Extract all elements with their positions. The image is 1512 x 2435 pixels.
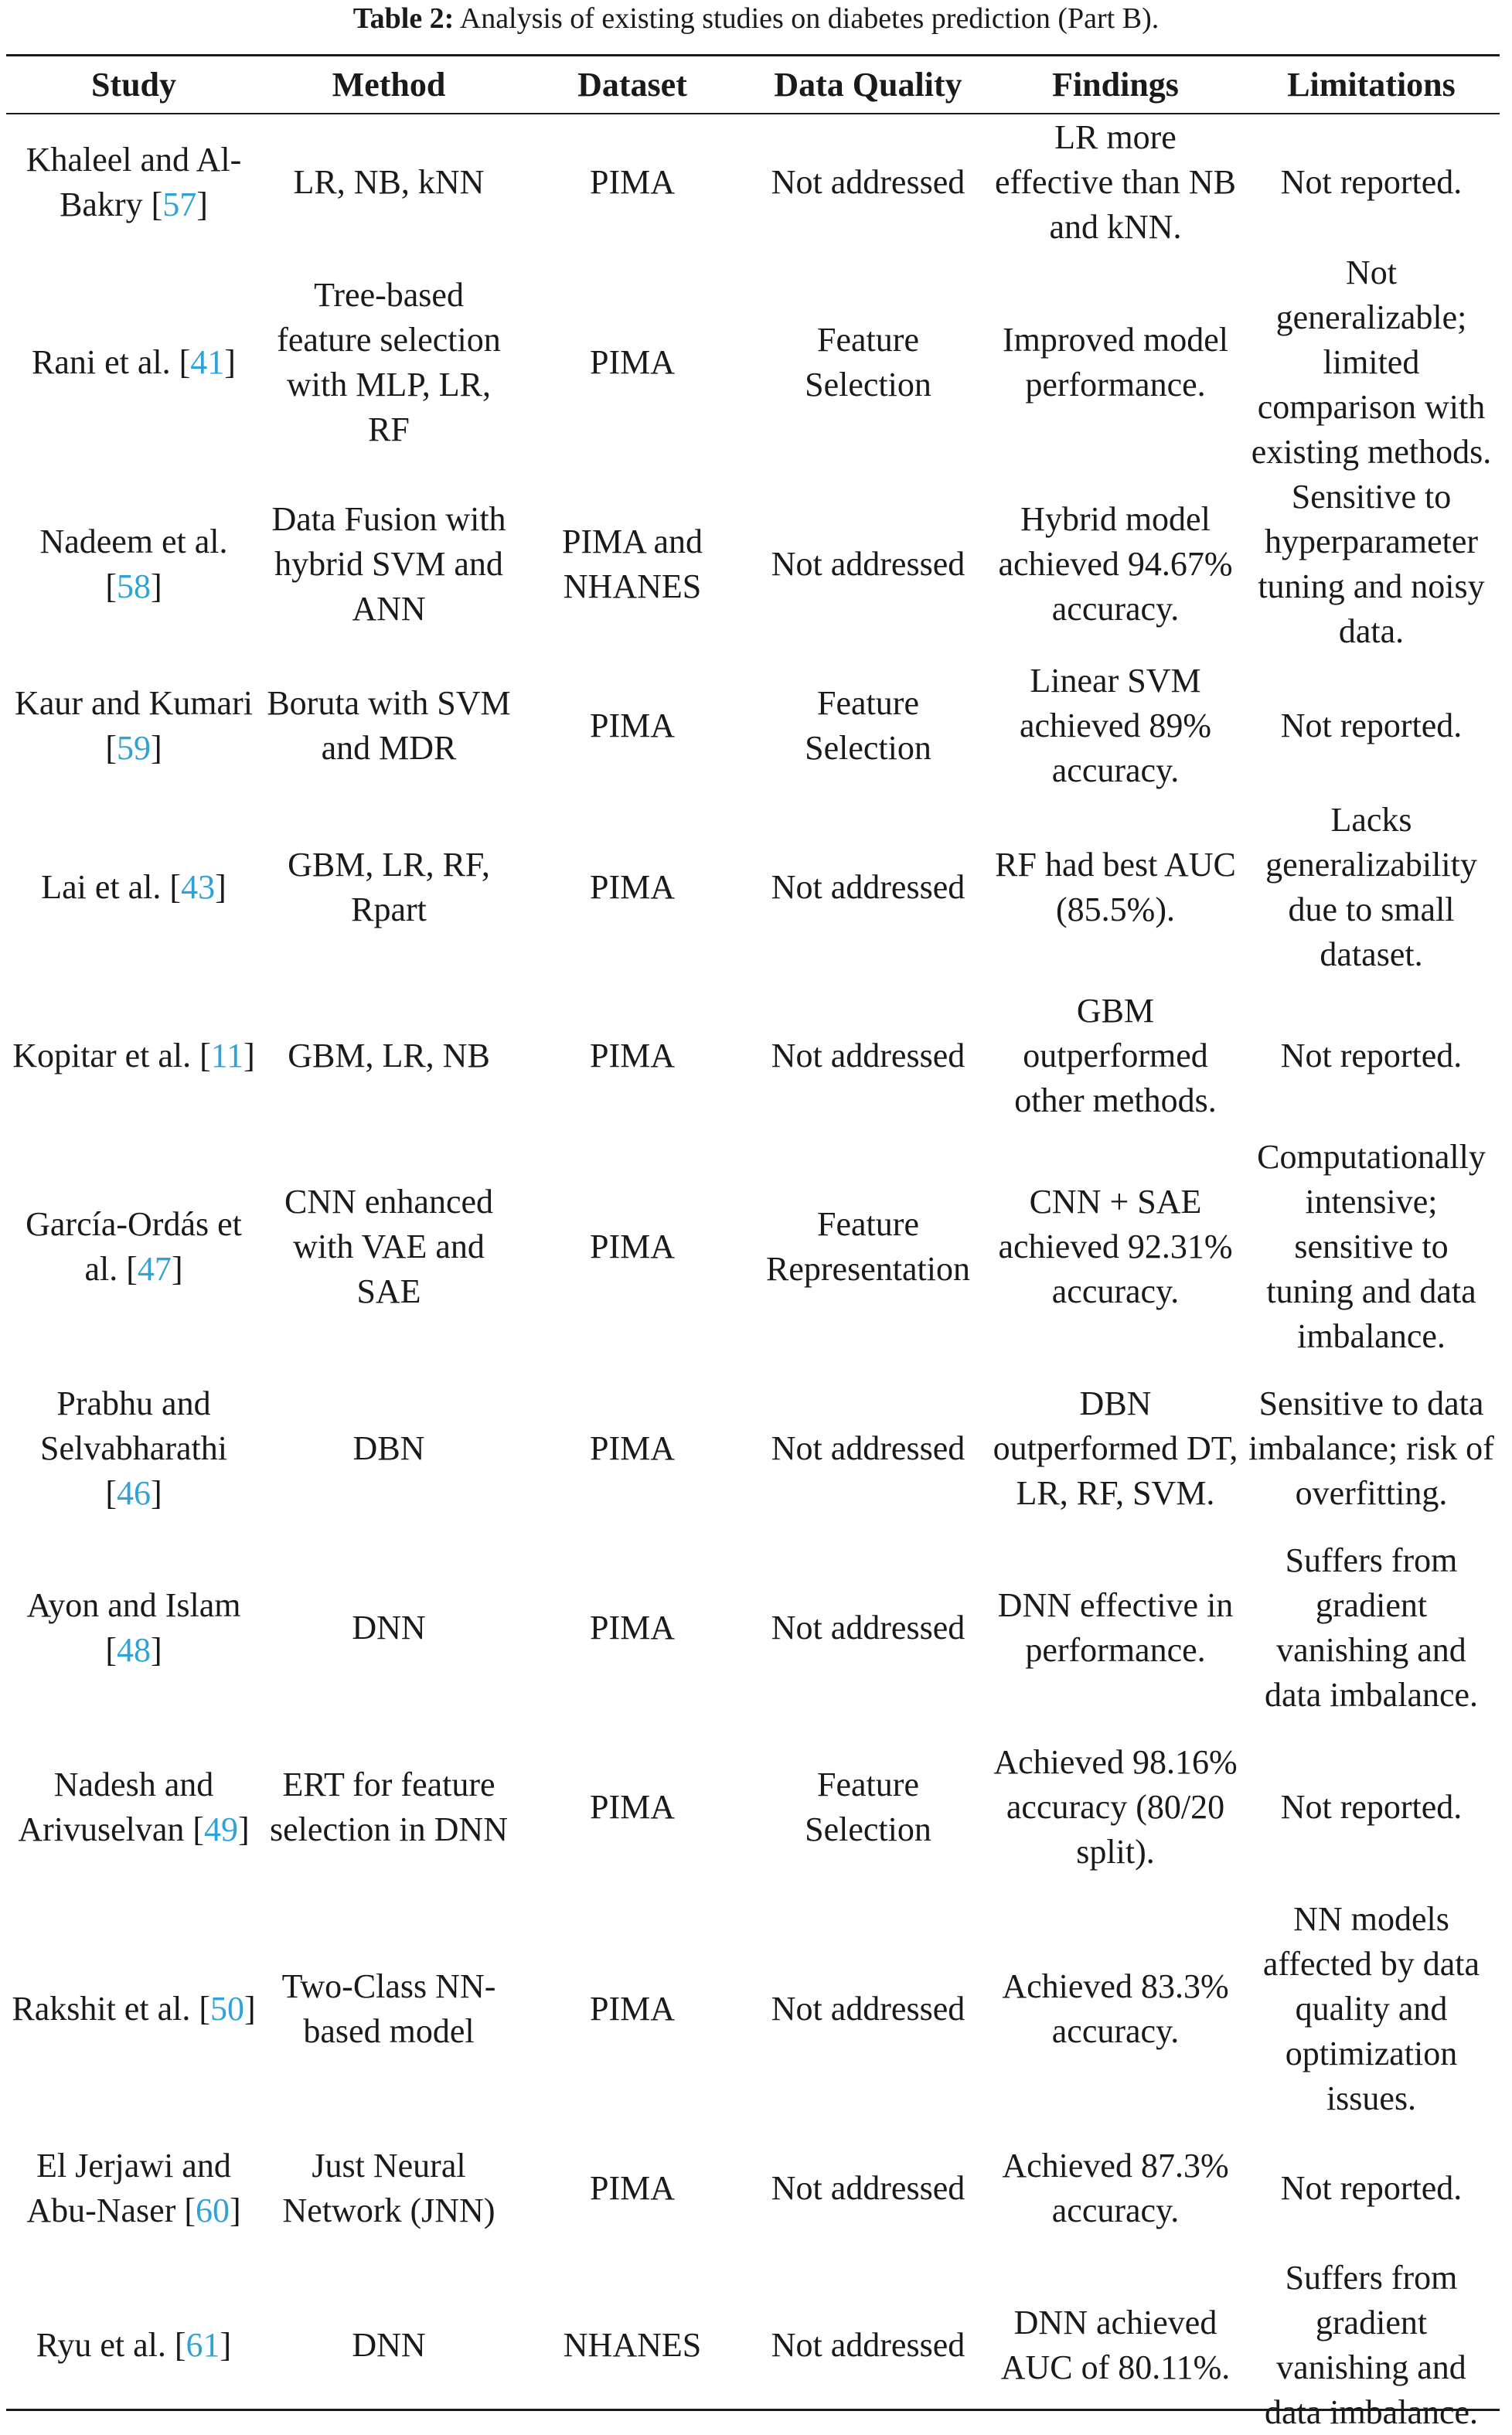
citation-bracket: ] bbox=[243, 1990, 256, 2028]
table-row bbox=[6, 1538, 1500, 1718]
study-name: Nadesh and Arivuselvan [ bbox=[18, 1766, 214, 1848]
citation-bracket: ] bbox=[243, 1037, 255, 1074]
cell-limitations: Lacks generalizability due to small dataset. bbox=[1265, 801, 1477, 973]
cell-method: LR, NB, kNN bbox=[293, 163, 485, 201]
citation-link[interactable]: 43 bbox=[181, 868, 216, 906]
cell-limitations: Not generalizable; limited comparison with existing methods. bbox=[1251, 254, 1492, 471]
cell-method: Two-Class NN-based model bbox=[281, 1967, 496, 2050]
study-name: Nadeem et al. [ bbox=[39, 523, 228, 605]
cell-findings: DNN achieved AUC of 80.11%. bbox=[1000, 2304, 1231, 2386]
cell-study bbox=[6, 2256, 261, 2435]
cell-method: Boruta with SVM and MDR bbox=[267, 684, 511, 767]
header-row bbox=[6, 56, 1500, 114]
cell-dataset: PIMA bbox=[589, 1990, 676, 2028]
cell-limitations: NN models affected by data quality and optimization issues. bbox=[1262, 1900, 1480, 2117]
caption-label: Table 2: bbox=[352, 2, 455, 35]
cell-study bbox=[6, 654, 261, 798]
cell-data-quality: Not addressed bbox=[771, 2326, 965, 2364]
cell-method: Tree-based feature selection with MLP, LR, RF bbox=[277, 276, 501, 448]
cell-limitations: Computationally intensive; sensitive to tuning and data imbalance. bbox=[1257, 1138, 1486, 1355]
table-row bbox=[6, 250, 1500, 475]
citation-link[interactable]: 61 bbox=[186, 2326, 220, 2364]
cell-dataset: PIMA bbox=[589, 163, 676, 201]
cell-data-quality: Not addressed bbox=[771, 1429, 965, 1467]
cell-data-quality: Feature Selection bbox=[805, 1766, 931, 1848]
cell-dataset: PIMA bbox=[589, 2169, 676, 2207]
cell-dataset: PIMA bbox=[589, 343, 676, 381]
citation-bracket: ] bbox=[151, 567, 162, 605]
column-header-data-quality: Data Quality bbox=[774, 66, 962, 104]
cell-data-quality: Not addressed bbox=[771, 2169, 965, 2207]
cell-study bbox=[6, 1359, 261, 1538]
table-row bbox=[6, 1718, 1500, 1897]
citation-link[interactable]: 41 bbox=[190, 343, 225, 381]
cell-findings: DNN effective in performance. bbox=[997, 1586, 1234, 1669]
cell-study bbox=[6, 977, 261, 1135]
table-row bbox=[6, 1897, 1500, 2121]
cell-data-quality: Not addressed bbox=[771, 1990, 965, 2028]
table-row bbox=[6, 1359, 1500, 1538]
study-name: Lai et al. [ bbox=[41, 868, 182, 906]
column-header-study: Study bbox=[90, 66, 177, 104]
cell-study bbox=[6, 250, 261, 475]
study-name: Ayon and Islam [ bbox=[26, 1586, 241, 1669]
cell-method: DNN bbox=[352, 1609, 426, 1647]
table-row bbox=[6, 977, 1500, 1135]
cell-findings: GBM outperformed other methods. bbox=[1014, 992, 1217, 1119]
citation-link[interactable]: 60 bbox=[196, 2192, 230, 2229]
citation-link[interactable]: 11 bbox=[210, 1037, 244, 1074]
cell-data-quality: Feature Selection bbox=[805, 321, 931, 404]
table-row bbox=[6, 798, 1500, 977]
study-name: Khaleel and Al-Bakry [ bbox=[26, 141, 242, 223]
cell-method: GBM, LR, NB bbox=[288, 1037, 490, 1074]
cell-limitations: Not reported. bbox=[1280, 1788, 1463, 1826]
cell-study bbox=[6, 114, 261, 250]
cell-limitations: Not reported. bbox=[1280, 1037, 1463, 1074]
cell-dataset: PIMA bbox=[589, 868, 676, 906]
citation-link[interactable]: 59 bbox=[117, 729, 151, 767]
table-row bbox=[6, 654, 1500, 798]
cell-study bbox=[6, 475, 261, 654]
studies-table bbox=[6, 56, 1500, 2435]
cell-findings: RF had best AUC (85.5%). bbox=[995, 846, 1236, 928]
citation-bracket: ] bbox=[220, 2326, 232, 2364]
column-header-findings: Findings bbox=[1052, 66, 1179, 104]
column-header-method: Method bbox=[332, 66, 446, 104]
study-name: Prabhu and Selvabharathi [ bbox=[40, 1384, 227, 1512]
citation-link[interactable]: 48 bbox=[117, 1631, 151, 1669]
citation-bracket: ] bbox=[151, 729, 162, 767]
cell-dataset: PIMA and NHANES bbox=[561, 523, 703, 605]
cell-study bbox=[6, 1718, 261, 1897]
cell-limitations: Suffers from gradient vanishing and data imbalance. bbox=[1264, 1541, 1479, 1714]
citation-link[interactable]: 50 bbox=[209, 1990, 244, 2028]
citation-link[interactable]: 46 bbox=[117, 1474, 151, 1512]
cell-method: DBN bbox=[352, 1429, 425, 1467]
cell-data-quality: Not addressed bbox=[771, 545, 965, 583]
citation-bracket: ] bbox=[196, 186, 208, 223]
cell-dataset: PIMA bbox=[589, 1228, 676, 1265]
study-name: Kopitar et al. [ bbox=[12, 1037, 211, 1074]
cell-study bbox=[6, 1538, 261, 1718]
table-row bbox=[6, 114, 1500, 250]
cell-limitations: Not reported. bbox=[1280, 707, 1463, 744]
cell-limitations: Not reported. bbox=[1280, 163, 1463, 201]
study-name: Kaur and Kumari [ bbox=[15, 684, 253, 767]
citation-link[interactable]: 57 bbox=[162, 186, 197, 223]
study-name: El Jerjawi and Abu-Naser [ bbox=[26, 2147, 231, 2229]
cell-method: Data Fusion with hybrid SVM and ANN bbox=[271, 500, 506, 628]
cell-dataset: PIMA bbox=[589, 1037, 676, 1074]
cell-data-quality: Not addressed bbox=[771, 163, 965, 201]
cell-method: Just Neural Network (JNN) bbox=[282, 2147, 495, 2229]
cell-dataset: NHANES bbox=[563, 2326, 702, 2364]
cell-findings: DBN outperformed DT, LR, RF, SVM. bbox=[993, 1384, 1238, 1512]
column-header-dataset: Dataset bbox=[577, 66, 687, 104]
cell-dataset: PIMA bbox=[589, 1609, 676, 1647]
table-row bbox=[6, 1135, 1500, 1359]
cell-data-quality: Feature Representation bbox=[766, 1205, 970, 1288]
citation-bracket: ] bbox=[238, 1810, 250, 1848]
citation-bracket: ] bbox=[151, 1631, 162, 1669]
cell-dataset: PIMA bbox=[589, 1429, 676, 1467]
cell-findings: LR more effective than NB and kNN. bbox=[995, 118, 1236, 246]
cell-findings: Achieved 87.3% accuracy. bbox=[1002, 2147, 1229, 2229]
cell-study bbox=[6, 2121, 261, 2256]
cell-limitations: Suffers from gradient vanishing and data imbalance. bbox=[1264, 2259, 1479, 2431]
cell-study bbox=[6, 1135, 261, 1359]
table-row bbox=[6, 2256, 1500, 2435]
cell-data-quality: Not addressed bbox=[771, 1609, 965, 1647]
cell-method: ERT for feature selection in DNN bbox=[270, 1766, 508, 1848]
citation-bracket: ] bbox=[230, 2192, 241, 2229]
cell-findings: Achieved 83.3% accuracy. bbox=[1002, 1967, 1229, 2050]
caption-text: Analysis of existing studies on diabetes prediction (Part B). bbox=[459, 2, 1160, 35]
table-row bbox=[6, 475, 1500, 654]
study-name: Rani et al. [ bbox=[32, 343, 191, 381]
cell-data-quality: Not addressed bbox=[771, 868, 965, 906]
citation-bracket: ] bbox=[215, 868, 226, 906]
cell-method: CNN enhanced with VAE and SAE bbox=[284, 1183, 493, 1310]
study-name: Rakshit et al. [ bbox=[12, 1990, 210, 2028]
cell-dataset: PIMA bbox=[589, 1788, 676, 1826]
cell-dataset: PIMA bbox=[589, 707, 676, 744]
table-body bbox=[6, 114, 1500, 2435]
citation-bracket: ] bbox=[151, 1474, 162, 1512]
cell-study bbox=[6, 798, 261, 977]
column-header-limitations: Limitations bbox=[1287, 66, 1456, 104]
cell-limitations: Sensitive to data imbalance; risk of overfitting. bbox=[1248, 1384, 1494, 1512]
cell-data-quality: Not addressed bbox=[771, 1037, 965, 1074]
cell-study bbox=[6, 1897, 261, 2121]
citation-bracket: ] bbox=[224, 343, 236, 381]
citation-link[interactable]: 49 bbox=[204, 1810, 239, 1848]
citation-bracket: ] bbox=[171, 1250, 183, 1288]
cell-findings: Linear SVM achieved 89% accuracy. bbox=[1020, 662, 1211, 789]
table-caption bbox=[0, 3, 1512, 34]
cell-findings: Achieved 98.16% accuracy (80/20 split). bbox=[993, 1743, 1238, 1871]
table-row bbox=[6, 2121, 1500, 2256]
cell-findings: Hybrid model achieved 94.67% accuracy. bbox=[998, 500, 1233, 628]
citation-link[interactable]: 47 bbox=[137, 1250, 172, 1288]
cell-method: GBM, LR, RF, Rpart bbox=[288, 846, 490, 928]
cell-method: DNN bbox=[352, 2326, 426, 2364]
cell-limitations: Sensitive to hyperparameter tuning and noisy data. bbox=[1258, 478, 1485, 650]
cell-limitations: Not reported. bbox=[1280, 2169, 1463, 2207]
study-name: Ryu et al. [ bbox=[36, 2326, 186, 2364]
study-name: García-Ordás et al. [ bbox=[26, 1205, 242, 1288]
cell-findings: CNN + SAE achieved 92.31% accuracy. bbox=[998, 1183, 1233, 1310]
cell-findings: Improved model performance. bbox=[1002, 321, 1229, 404]
citation-link[interactable]: 58 bbox=[117, 567, 151, 605]
cell-data-quality: Feature Selection bbox=[805, 684, 931, 767]
